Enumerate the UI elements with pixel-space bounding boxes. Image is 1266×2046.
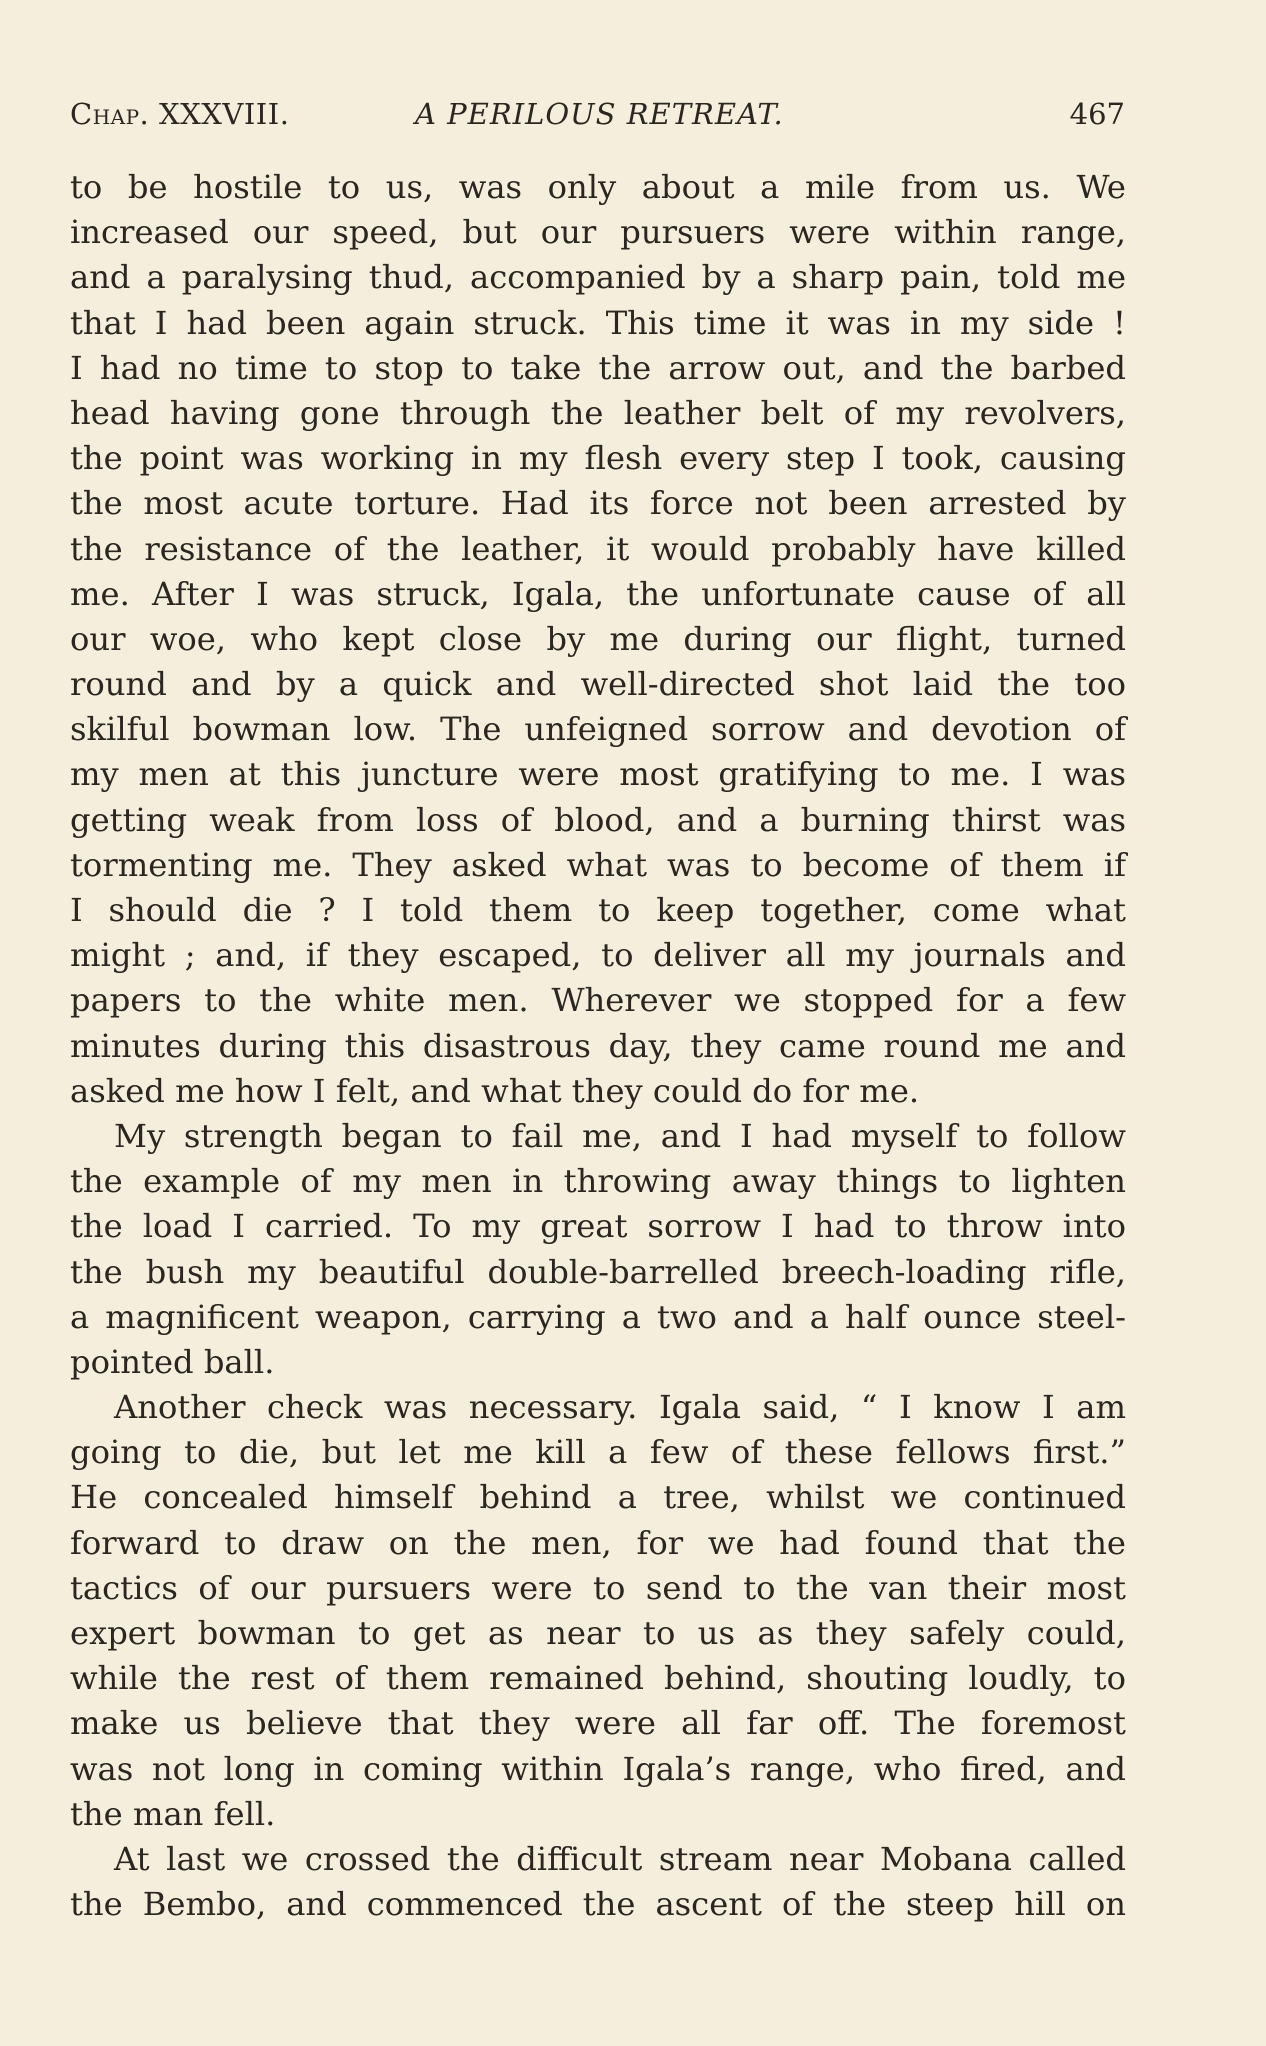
running-title: A PERILOUS RETREAT. <box>415 97 784 131</box>
text-line: round and by a quick and well-directed shot laid the too <box>70 665 1126 704</box>
text-line: the most acute torture. Had its force not been arrested by <box>70 484 1126 523</box>
text-line: and a paralysing thud, accompanied by a sharp pain, told me <box>70 258 1126 297</box>
text-line: pointed ball. <box>70 1342 275 1381</box>
text-line: while the rest of them remained behind, shouting loudly, to <box>70 1659 1126 1698</box>
text-line: He concealed himself behind a tree, whilst we continued <box>70 1478 1126 1517</box>
text-line: to be hostile to us, was only about a mile from us. We <box>70 168 1126 206</box>
text-line: the load I carried. To my great sorrow I had to throw into <box>70 1207 1126 1246</box>
text-line: that I had been again struck. This time it was in my side ! <box>70 303 1126 342</box>
text-line: expert bowman to get as near to us as they safely could, <box>70 1614 1126 1652</box>
running-head <box>70 92 1125 136</box>
text-line: asked me how I felt, and what they could do for me. <box>70 1071 920 1110</box>
text-line: getting weak from loss of blood, and a burning thirst was <box>70 800 1126 839</box>
text-line: tormenting me. They asked what was to become of them if <box>70 845 1126 884</box>
text-line: papers to the white men. Wherever we stopped for a few <box>70 981 1126 1020</box>
page-number: 467 <box>1069 97 1125 131</box>
paragraph <box>70 165 1126 1114</box>
text-line: going to die, but let me kill a few of these fellows first.” <box>70 1433 1126 1472</box>
text-line: skilful bowman low. The unfeigned sorrow and devotion of <box>70 710 1126 749</box>
text-line: My strength began to fail me, and I had myself to follow <box>114 1116 1126 1155</box>
text-line: my men at this juncture were most gratifying to me. I was <box>70 755 1126 794</box>
text-line: our woe, who kept close by me during our flight, turned <box>70 619 1126 658</box>
text-line: the man fell. <box>70 1794 276 1833</box>
chapter-label: Chap. XXXVIII. <box>70 97 290 131</box>
text-line: increased our speed, but our pursuers were within range, <box>70 213 1126 252</box>
paragraph <box>70 1837 1126 1927</box>
text-line: forward to draw on the men, for we had found that the <box>70 1523 1126 1562</box>
text-line: was not long in coming within Igala’s range, who fired, and <box>70 1749 1126 1788</box>
text-line: head having gone through the leather belt of my revolvers, <box>70 393 1126 432</box>
text-line: the example of my men in throwing away things to lighten <box>70 1162 1126 1201</box>
text-line: I should die ? I told them to keep together, come what <box>70 891 1126 929</box>
text-line: minutes during this disastrous day, they came round me and <box>70 1026 1126 1065</box>
text-line: the Bembo, and commenced the ascent of the steep hill on <box>70 1885 1126 1924</box>
text-line: I had no time to stop to take the arrow out, and the barbed <box>70 348 1126 387</box>
paragraph <box>70 1114 1126 1385</box>
text-line: might ; and, if they escaped, to deliver all my journals and <box>70 936 1126 975</box>
text-line: At last we crossed the difficult stream near Mobana called <box>114 1839 1126 1878</box>
text-line: Another check was necessary. Igala said, “ I know I am <box>114 1388 1126 1427</box>
text-line: me. After I was struck, Igala, the unfortunate cause of all <box>70 574 1126 613</box>
text-line: make us believe that they were all far off. The foremost <box>70 1704 1126 1743</box>
paragraph <box>70 1385 1126 1837</box>
text-line: the point was working in my flesh every step I took, causing <box>70 439 1126 478</box>
text-line: a magnificent weapon, carrying a two and a half ounce steel- <box>70 1297 1126 1336</box>
text-line: the bush my beautiful double-barrelled breech-loading rifle, <box>70 1252 1126 1291</box>
body-text <box>70 165 1126 1927</box>
text-line: the resistance of the leather, it would probably have killed <box>70 529 1126 568</box>
text-line: tactics of our pursuers were to send to the van their most <box>70 1568 1126 1607</box>
